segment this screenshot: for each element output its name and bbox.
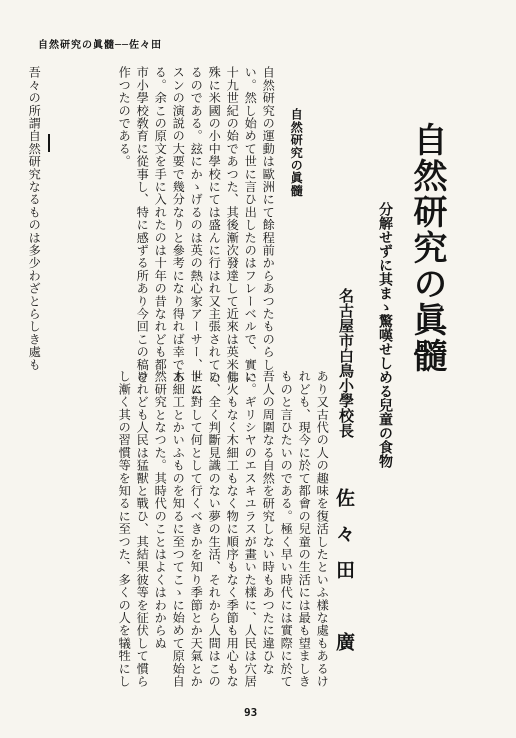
text-column: い。然し始めて世に言ひ出したのはフレーベルで、實に [243,66,258,384]
running-head: 自然研究の眞髓──佐々田 [38,40,163,51]
text-column: ものと言ひたいのである。極く早い時代には實際に於て [279,370,294,688]
article-title: 自然研究の眞髓 [407,122,447,374]
author-name: 佐々田 廣 [333,488,355,668]
text-column: 作つたのである。 [117,66,132,168]
author-affiliation: 名古屋市白鳥小學校長 [337,288,355,438]
text-column: あり又古代の人の趣味を復活したといふ樣な處もあるけ [315,370,330,688]
section-heading: 自然研究の眞髓 [289,108,304,197]
text-column: 市小學校敎育に從事し、特に感ずる所あり今回この稿を [135,66,150,384]
text-column: れども、現今に於て都會の兒童の生活には最も望ましき [297,370,312,688]
text-column: けれども人民は猛獸と戰ひ、其結果彼等を征伏して慣ら [135,370,150,688]
section-number [48,134,50,152]
text-column: るのである。玆にかゝげるのは英の熱心家アーサー、トム [189,66,204,397]
text-column: スンの演説の大要で幾分なりと參考になり得れば幸であ [171,66,186,384]
text-column: 十九世紀の始であつた、其後漸次發達して近來は英米佛 [225,66,240,384]
text-column: し火もなく木細工もなく物に順序もなく季節も用心もな [225,370,240,688]
text-column: し漸く其の習慣等を知るに至つた、多くの人を犠牲にし [117,370,132,688]
page-number: 93 [244,706,258,719]
text-column: い。ギリシヤのエスキユラスが畫いた樣に、人民は穴居 [243,370,258,688]
text-column: い、全く判斷見識のない夢の生活、それから人間はこの [207,370,222,688]
text-column: 殊に米國の小中學校にては盛んに行はれ又主張されてゐ [207,66,222,384]
text-column: 木細工とかいふものを知るに至つてこゝに始めて原始自 [171,370,186,688]
text-column: 然研究となつた。其時代のことはよくはわからぬ [153,370,168,650]
article-subtitle: 分解せずに其まゝ驚嘆せしめる兒童の食物 [377,202,393,468]
text-column: 吾人の周圍なる自然を研究しない時もあつたに違ひな [261,370,276,675]
text-column: 自然研究の運動は歐洲にて餘程前からあつたものらし [261,66,276,371]
text-column: る。余この原文を手に入れたのは十年の昔なれども都 [153,66,168,371]
text-column: 吾々の所謂自然研究なるものは多少わざとらしき處も [27,66,42,371]
text-column: 世に對して何として行くべきかを知り季節とか天氣とか [189,370,204,688]
